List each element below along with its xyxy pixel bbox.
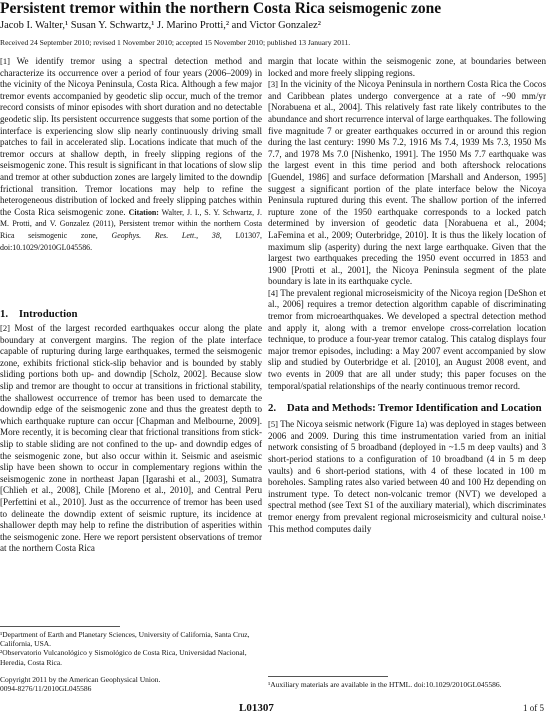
paragraph-number: [2] [0, 323, 10, 333]
author-list: Jacob I. Walter,¹ Susan Y. Schwartz,¹ J. Marino Protti,² and Victor Gonzalez² [0, 20, 321, 31]
page-number: 1 of 5 [523, 703, 544, 713]
paragraph-number: [1] [0, 56, 10, 66]
intro-paragraph [0, 323, 262, 555]
paragraph-3 [268, 79, 546, 288]
copyright-notice: Copyright 2011 by the American Geophysical Union. 0094-8276/11/2010GL045586 [0, 674, 161, 694]
paragraph-number: [4] [268, 287, 278, 298]
article-id: L01307 [239, 702, 274, 714]
paragraph-5-text: The Nicoya seismic network (Figure 1a) was deployed in stages between 2006 and 2009. During this time instrumentation varied from an initial network consisting of 5 broadband (deployed in ~1.5 m deep vaults) and 3 short-period stations to a configuration of 10 broadband (4 in 5 m deep vaults) and 6 short-period stations, with 4 of these located in 100 m boreholes. Sampling rates also varied between 40 and 100 Hz depending on instrument type. To detect non-volcanic tremor (NVT) we developed a spectral method (see Text S1 of the auxiliary material), which discriminates tremor energy from prevalent regional microseismicity and cultural noise.¹ This method computes daily [268, 419, 546, 534]
citation-label: Citation: [128, 207, 159, 217]
intro-paragraph-continued: margin that locate within the seismogenic zone, at boundaries between locked and more freely slipping regions. [268, 56, 546, 78]
affiliation-2: ²Observatorio Vulcanológico y Sismológico de Costa Rica, Universidad Nacional, Heredia, Costa Rica. [0, 648, 247, 667]
affiliation-1: ¹Department of Earth and Planetary Sciences, University of California, Santa Cruz, California, USA. [0, 630, 250, 649]
paragraph-number: [5] [268, 419, 278, 430]
section-heading-introduction: 1. Introduction [0, 308, 78, 320]
footnote-rule [0, 626, 120, 627]
right-column [268, 56, 546, 535]
abstract-text: We identify tremor using a spectral detection method and characterize its occurrence over a period of four years (2006–2009) in the vicinity of the Nicoya Peninsula, Costa Rica. Although a few major tremor events accompanied by geodetic slip occur, much of the tremor record consists of minor episodes with short duration and no detectable geodetic slip. Its persistent occurrence suggests that some portion of the interface is experiencing slow slip nearly continuously driving small patches to fail in accelerated slip. Locations indicate that much of the tremor occurs at shallow depth, in freely slipping regions of the seismogenic zone. This result is significant in that locations of slow slip and tremor at other subduction zones are largely limited to the downdip frictional transition. Tremor locations may help to refine the heterogeneous distribution of locked and freely slipping patches within the Costa Rica seismogenic zone. [0, 56, 262, 217]
paragraph-number: [3] [268, 79, 278, 90]
footnote-rule [268, 676, 388, 677]
auxiliary-footnote [268, 676, 546, 689]
section-heading-data-methods: 2. Data and Methods: Tremor Identification and Location [268, 402, 542, 415]
paper-title: Persistent tremor within the northern Costa Rica seismogenic zone [0, 0, 442, 17]
paragraph-3-text: In the vicinity of the Nicoya Peninsula in northern Costa Rica the Cocos and Caribbean plates undergo convergence at a rate of ~90 mm/yr [Norabuena et al., 2004]. This relatively fast rate likely contributes to the abundance and short recurrence interval of large earthquakes. The following five magnitude 7 or greater earthquakes occurred in or around this region during the last century: 1990 Ms 7.2, 1916 Ms 7.4, 1939 Ms 7.3, 1950 Ms 7.7, and 1978 Ms 7.0 [Nishenko, 1991]. The 1950 Ms 7.7 earthquake was the largest event in this time period and both aftershock relocations [Guendel, 1986] and surface deformation [Marshall and Anderson, 1995] suggest a significant portion of the plate interface below the Nicoya Peninsula ruptured during this event. The shallow portion of the inferred rupture zone of the 1950 earthquake corresponds to a locked patch determined by inversion of geodetic data [Norabuena et al., 2004; LaFemina et al., 2009; Outerbridge, 2010]. It is thus the likely location of maximum slip (asperity) during the next large earthquake. Given that the largest two earthquakes preceding the 1950 event occurred in 1853 and 1900 [Protti et al., 2001], the Nicoya Peninsula segment of the plate boundary is late in its earthquake cycle. [268, 79, 546, 287]
paragraph-4-text: The prevalent regional microseismicity of the Nicoya region [DeShon et al., 2006] requires a tremor detection algorithm capable of discriminating tremor from microearthquakes. We developed a spectral detection method and apply it, along with a tremor envelope cross-correlation location technique, to produce a four-year tremor catalog. This catalog displays four major tremor episodes, including: a May 2007 event accompanied by slow slip and studied by Outerbridge et al. [2010], an August 2008 event, and two events in 2009 that are all under study; this paper focuses on the temporal/spatial relationships of the nearly continuous tremor record. [268, 287, 546, 391]
citation-doi: L01307, doi:10.1029/2010GL045586. [0, 230, 263, 252]
paragraph-4 [268, 288, 546, 392]
abstract [0, 56, 262, 253]
received-dates: Received 24 September 2010; revised 1 November 2010; accepted 15 November 2010; published 13 January 2011. [0, 38, 351, 47]
paragraph-5 [268, 419, 546, 535]
citation-journal: Geophys. Res. Lett., 38, [111, 230, 222, 240]
abstract-column [0, 56, 262, 253]
citation-text: Walter, J. I., S. Y. Schwartz, J. M. Protti, and V. Gonzalez (2011), Persistent tremor within the northern Costa Rica seismogenic zone, [0, 207, 262, 240]
auxiliary-footnote-text: ¹Auxiliary materials are available in the HTML. doi:10.1029/2010GL045586. [268, 680, 502, 689]
affiliation-footnotes [0, 626, 262, 693]
intro-paragraph-text: Most of the largest recorded earthquakes occur along the plate boundary at convergent margins. The region of the plate interface capable of rupturing during large earthquakes, termed the seismogenic zone, exhibits frictional stick-slip behavior and is bounded by stably sliding portions both up- and downdip [Scholz, 2002]. Because slow slip and tremor are thought to occur at transitions in frictional stability, the shallowest occurrence of tremor has been used to demarcate the downdip edge of the seismogenic zone and thus the greatest depth to which earthquake rupture can occur [Chapman and Melbourne, 2009]. More recently, it is becoming clear that frictional transitions from stick-slip to stable sliding are not confined to the up- and downdip edges of the seismogenic zone, but also occur within it. Seismic and aseismic slip have been shown to occur in complementary regions within the seismogenic zone in northeast Japan [Igarashi et al., 2003], Sumatra [Chlieh et al., 2008], Chile [Moreno et al., 2010], and Central Peru [Perfettini et al., 2010]. Just as the occurrence of tremor has been used to delineate the downdip extent of seismic rupture, its incidence at shallower depth may help to refine the distribution of asperities within the seismogenic zone. Here we report persistent observations of tremor at the northern Costa Rica [0, 323, 262, 554]
introduction-column [0, 323, 262, 555]
